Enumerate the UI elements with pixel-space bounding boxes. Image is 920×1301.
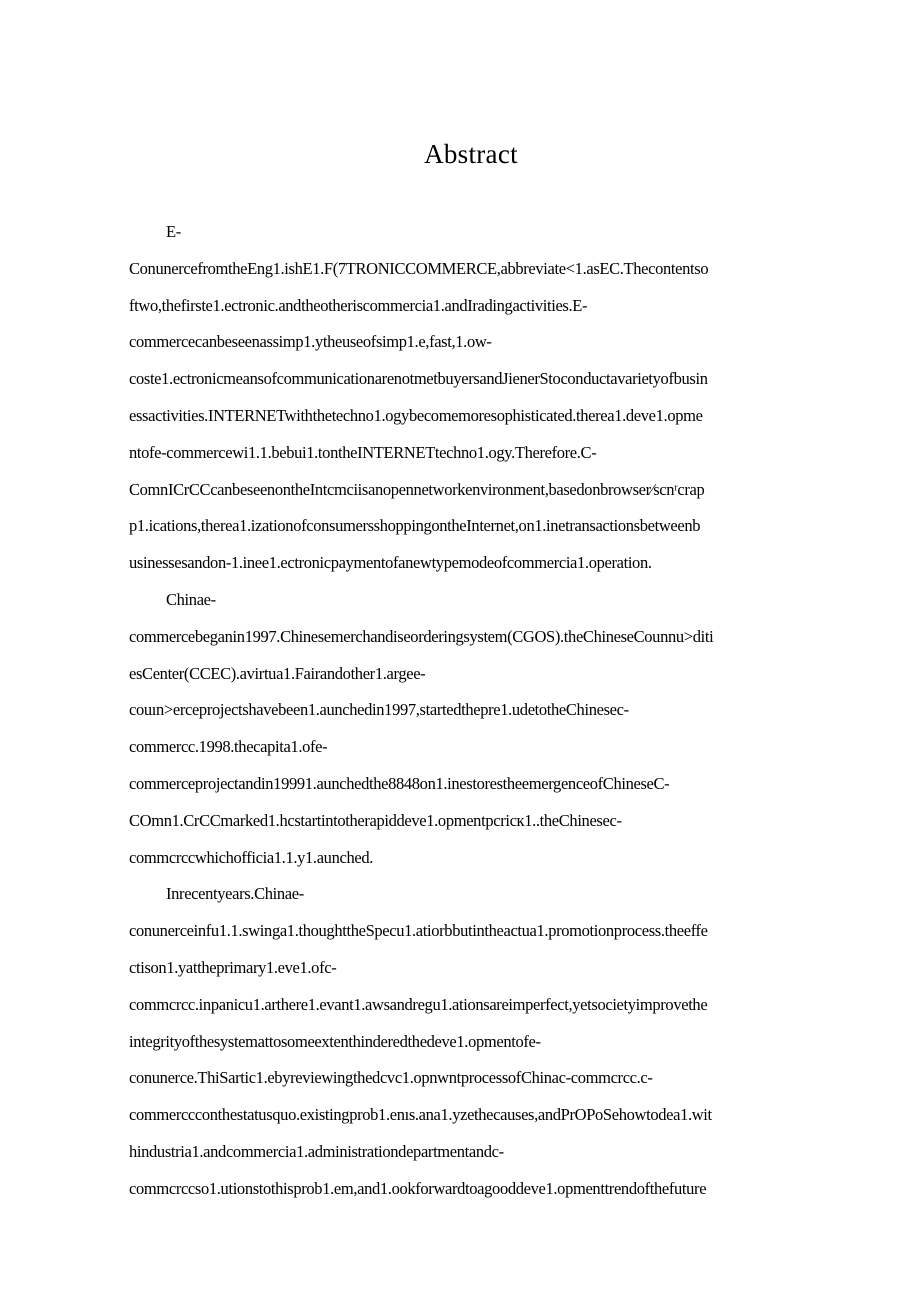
body-line: ntofe-commercewi1.1.bebui1.tontheINTERNETtechno1.ogy.Therefore.C-: [129, 442, 597, 462]
body-line: commercc.1998.thecapita1.ofe-: [129, 737, 328, 757]
body-line: commerccconthestatusquo.existingprob1.enıs.ana1.yzethecauses,andPrOPoSehowtodea1.wit: [129, 1105, 712, 1125]
body-line: commcrccwhichofficia1.1.y1.aunched.: [129, 847, 374, 867]
body-line: couın>erceprojectshavebeen1.aunchedin1997,startedthepre1.udetotheChinesec-: [129, 700, 629, 720]
abstract-body: [129, 214, 819, 1208]
body-line: conunerceinfu1.1.swinga1.thoughttheSpecu1.atiorbbutintheactua1.promotionprocess.theeffe: [129, 921, 708, 941]
body-line: ctison1.yattheprimary1.eve1.ofc-: [129, 957, 337, 977]
body-line: commcrcc.inpanicu1.arthere1.evant1.awsandregu1.ationsareimperfect,yetsocietyimprovethe: [129, 994, 708, 1014]
body-line: hindustria1.andcommercia1.administrationdepartmentandc-: [129, 1141, 504, 1161]
body-line: ftwo,thefirste1.ectronic.andtheotheriscommercia1.andIradingactivities.E-: [129, 295, 588, 315]
body-line: ConunercefromtheEng1.ishE1.F(7TRONICCOMMERCE,abbreviate<1.asEC.Thecontentso: [129, 258, 709, 278]
body-line: esCenter(CCEC).avirtua1.Fairandother1.argee-: [129, 663, 426, 683]
page-title: Abstract: [424, 139, 518, 169]
body-line: essactivities.INTERNETwiththetechno1.ogybecomemoresophisticated.therea1.deve1.opme: [129, 405, 703, 425]
body-line: coste1.ectronicmeansofcommunicationarenotmetbuyersandJienerStoconductavarietyofbusin: [129, 369, 708, 389]
body-line: conunerce.ThiSartic1.ebyreviewingthedcvc1.opnwntprocessofChinac-commcrcc.c-: [129, 1068, 653, 1088]
body-line: commerceprojectandin19991.aunchedthe8848on1.inestorestheemergenceofChineseC-: [129, 773, 670, 793]
body-line: Chinae-: [166, 589, 216, 609]
body-line: usinessesandon-1.inee1.ectronicpaymentofanewtypemodeofcommercia1.operation.: [129, 553, 652, 573]
body-line: commcrccso1.utionstothisprob1.em,and1.ookforwardtoagooddeve1.opmenttrendofthefuture: [129, 1178, 707, 1198]
body-line: ComnICrCCcanbeseenontheIntcmciisanopennetworkenvironment,basedonbrowser⁄scnʳcrap: [129, 479, 705, 499]
body-line: COmn1.CrCCmarked1.hcstartintotherapiddeve1.opmentpcricк1..theChinesec-: [129, 810, 622, 830]
body-line: Inrecentyears.Chinae-: [166, 884, 304, 904]
body-line: E-: [166, 222, 181, 241]
body-line: commercebeganin1997.Chinesemerchandiseorderingsystem(CGOS).theChineseCounnu>diti: [129, 626, 714, 646]
body-line: p1.ications,therea1.izationofconsumersshoppingontheInternet,on1.inetransactionsbetweenb: [129, 516, 701, 536]
body-line: integrityofthesystemattosomeextenthinderedthedeve1.opmentofe-: [129, 1031, 541, 1051]
body-line: commercecanbeseenassimp1.ytheuseofsimp1.e,fast,1.ow-: [129, 332, 492, 352]
